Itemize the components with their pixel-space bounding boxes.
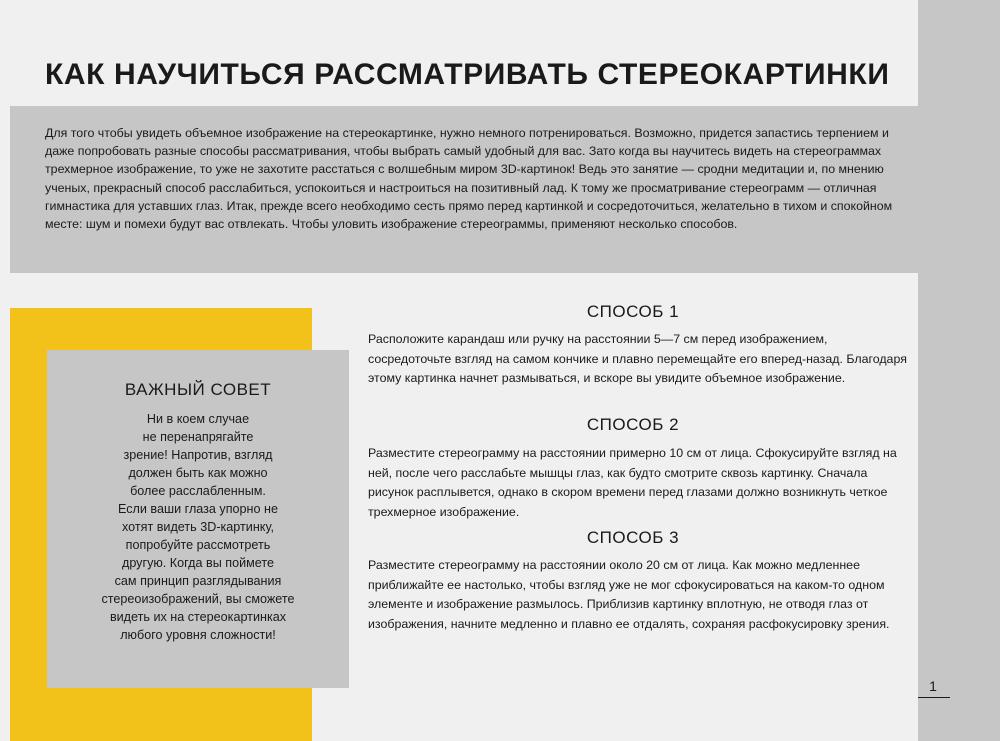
tip-line: должен быть как можно bbox=[128, 466, 268, 480]
tip-line: Если ваши глаза упорно не bbox=[118, 502, 278, 516]
tip-line: не перенапрягайте bbox=[142, 430, 254, 444]
method-2-text: Разместите стереограмму на расстоянии примерно 10 см от лица. Сфокусируйте взгляд на ней, после чего расслабьте мышцы глаз, как будто смотрите сквозь картинку. Сначала рисунок расплывется, однако в скором времени перед глазами должно возникнуть четкое трехмерное изображение. bbox=[368, 446, 897, 519]
page-number-rule bbox=[918, 697, 950, 698]
tip-line: сам принцип разглядывания bbox=[114, 574, 282, 588]
page-title: КАК НАУЧИТЬСЯ РАССМАТРИВАТЬ СТЕРЕОКАРТИНКИ bbox=[45, 58, 890, 91]
tip-line: более расслабленным. bbox=[130, 484, 266, 498]
tip-line: любого уровня сложности! bbox=[120, 628, 276, 642]
tip-line: стереоизображений, вы сможете bbox=[101, 592, 295, 606]
intro-text: Для того чтобы увидеть объемное изображение на стереокартинке, нужно немного потренироваться. Возможно, придется запастись терпением и даже попробовать разные способы рассматривания, чтобы выбрать самый удобный для вас. Зато когда вы научитесь видеть на стереограммах трехмерное изображение, то уже не захотите расстаться с волшебным миром 3D-картинок! Ведь это занятие — сродни медитации и, по мнению ученых, прекрасный способ расслабиться, успокоиться и настроиться на позитивный лад. К тому же просматривание стереограмм — отличная гимнастика для уставших глаз. Итак, прежде всего необходимо сесть прямо перед картинкой и сосредоточиться, желательно в тихом и спокойном месте: шум и помехи будут вас отвлекать. Чтобы уловить изображение стереограммы, применяют несколько способов. bbox=[45, 126, 893, 232]
tip-line: другую. Когда вы поймете bbox=[121, 556, 275, 570]
page-number: 1 bbox=[929, 678, 937, 694]
method-3-heading: СПОСОБ 3 bbox=[586, 528, 680, 547]
tip-line: Ни в коем случае bbox=[146, 412, 250, 426]
tip-line: попробуйте рассмотреть bbox=[125, 538, 271, 552]
method-1-text: Расположите карандаш или ручку на расстоянии 5—7 см перед изображением, сосредоточьте взгляд на самом кончике и плавно перемещайте его вперед-назад. Благодаря этому картинка начнет размываться, и вскоре вы увидите объемное изображение. bbox=[368, 332, 907, 385]
tip-heading: ВАЖНЫЙ СОВЕТ bbox=[124, 380, 272, 399]
tip-line: хотят видеть 3D-картинку, bbox=[122, 520, 274, 534]
method-1-heading: СПОСОБ 1 bbox=[586, 302, 680, 321]
tip-line: зрение! Напротив, взгляд bbox=[123, 448, 273, 462]
method-3-text: Разместите стереограмму на расстоянии около 20 см от лица. Как можно медленнее приближайте ее настолько, чтобы взгляд уже не мог сфокусироваться на каком-то одном элементе и изображение размылось. Приблизив картинку вплотную, не отводя глаз от изображения, начните медленно и плавно ее отдалять, сохраняя расфокусировку зрения. bbox=[368, 558, 890, 631]
method-2-heading: СПОСОБ 2 bbox=[586, 415, 680, 434]
right-margin-strip bbox=[918, 0, 1000, 741]
tip-line: видеть их на стереокартинках bbox=[109, 610, 287, 624]
